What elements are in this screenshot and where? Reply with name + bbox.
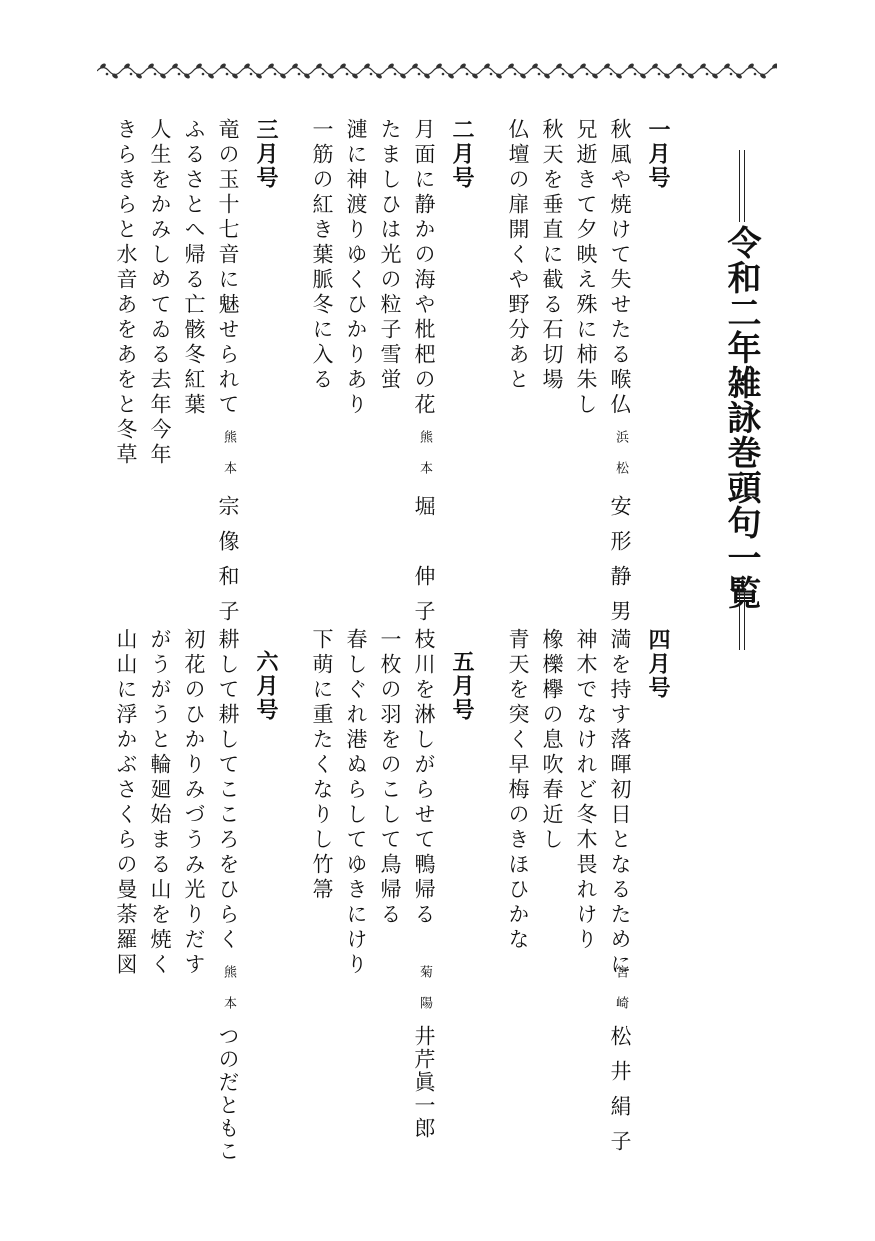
issue-label: 二月号 — [449, 118, 474, 190]
haiku-line: 春しぐれ港ぬらしてゆきにけり — [344, 628, 368, 978]
issue-label: 五月号 — [449, 650, 474, 722]
page-title: 令和二年雑詠巻頭句一覧 — [721, 225, 761, 610]
author-name: 宗像和子 — [216, 495, 240, 635]
haiku-line: 枝川を淋しがらせて鴨帰る — [412, 628, 436, 928]
author-place: 宮崎 — [613, 965, 628, 1027]
author-name: 安形静男 — [608, 495, 632, 635]
haiku-line: 耕して耕してこころをひらく — [216, 628, 240, 953]
issue-label: 一月号 — [645, 118, 670, 190]
issue-label: 六月号 — [253, 650, 278, 722]
issue-label: 四月号 — [645, 628, 670, 700]
haiku-line: 初花のひかりみづうみ光りだす — [182, 628, 206, 978]
haiku-line: 満を持す落暉初日となるために — [608, 628, 632, 978]
title-rule-top — [739, 150, 745, 222]
haiku-line: 人生をかみしめてゐる去年今年 — [148, 118, 172, 468]
title-block — [716, 150, 766, 650]
haiku-line: 兄逝きて夕映え殊に柿朱し — [574, 118, 598, 418]
haiku-line: 一筋の紅き葉脈冬に入る — [310, 118, 334, 393]
haiku-line: 一枚の羽をのこして鳥帰る — [378, 628, 402, 928]
author-name: 堀 伸子 — [412, 495, 436, 635]
haiku-line: 仏壇の扉開くや野分あと — [506, 118, 530, 393]
haiku-line: ふるさとへ帰る亡骸冬紅葉 — [182, 118, 206, 418]
haiku-line: 秋風や焼けて失せたる喉仏 — [608, 118, 632, 418]
haiku-line: 漣に神渡りゆくひかりあり — [344, 118, 368, 418]
author-name: 井芹眞一郎 — [412, 1025, 436, 1140]
haiku-line: きらきらと水音あをあをと冬草 — [114, 118, 138, 468]
author-place: 熊本 — [417, 430, 432, 492]
haiku-line: 秋天を垂直に截る石切場 — [540, 118, 564, 393]
haiku-line: 橡櫟欅の息吹春近し — [540, 628, 564, 853]
haiku-line: 青天を突く早梅のきほひかな — [506, 628, 530, 953]
haiku-line: 竜の玉十七音に魅せられて — [216, 118, 240, 418]
author-name: つのだともこ — [216, 1025, 240, 1163]
author-name: 松井絹子 — [608, 1025, 632, 1165]
haiku-line: 山山に浮かぶさくらの曼荼羅図 — [114, 628, 138, 978]
haiku-line: がうがうと輪廻始まる山を焼く — [148, 628, 172, 978]
haiku-line: たましひは光の粒子雪蛍 — [378, 118, 402, 393]
author-place: 菊陽 — [417, 965, 432, 1027]
author-place: 熊本 — [221, 430, 236, 492]
author-place: 浜松 — [613, 430, 628, 492]
issue-label: 三月号 — [253, 118, 278, 190]
haiku-line: 月面に静かの海や枇杷の花 — [412, 118, 436, 418]
title-rule-bottom — [739, 588, 745, 650]
haiku-line: 下萌に重たくなりし竹箒 — [310, 628, 334, 903]
author-place: 熊本 — [221, 965, 236, 1027]
haiku-line: 神木でなけれど冬木畏れけり — [574, 628, 598, 953]
decorative-vine-border — [97, 60, 777, 82]
